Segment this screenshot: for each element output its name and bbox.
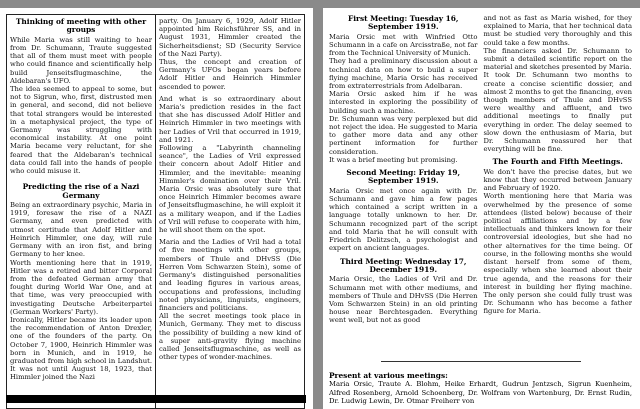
paragraph: party. On January 6, 1929, Adolf Hitler appointed him Reichsführer SS, and in August 1931, Himmler created the Sicherheitsdienst; SD (Security Service of the Nazi Party). (159, 17, 301, 58)
left-page-columns (6, 14, 305, 409)
paragraph: We don't have the precise dates, but we know that they occurred between January and February of 1920. (483, 167, 632, 193)
paragraph: and not as fast as Maria wished, for they explained to Maria, that her technical data must be studied very thoroughly and this could take a few months. (483, 14, 632, 47)
paragraph: Maria and the Ladies of Vril had a total of five meetings with other groups, members of Thule and DHvSS (Die Herren Vom Schwarzen Stein), some of Germany's distinguished personalities and leading figures in various areas, occupations and professions, including noted physicians, linguists, engineers, financiers and politicians. (159, 238, 301, 312)
paragraph: The financiers asked Dr. Schumann to submit a detailed scientific report on the material and sketches presented by Maria. (483, 46, 632, 72)
left-column-2 (155, 14, 305, 409)
paragraph: Thus, the concept and creation of Germany's UFOs began years before Adolf Hitler and Heinrich Himmler ascended to power. (159, 58, 301, 91)
paragraph: Ironically, Hitler became its leader upon the recommendation of Anton Drexler, one of the founders of the party. On October 7, 1900, Heinrich Himmler was born in Munich, and in 1919, he graduated from high school in Landshut. It was not until August 18, 1923, that Himmler joined the Nazi (10, 315, 152, 382)
section-heading: Thinking of meeting with other groups (15, 17, 147, 35)
attendee-list: Maria Orsic, Traute A. Blohm, Heike Erhardt, Gudrun Jentzsch, Sigrun Kuenheim, Alfred Rosenberg, Arnold Schoenberg, Dr. Wolfram von Wartenburg, Dr. Ernst Rudin, Dr. Ludwig Lewin, Dr. Otmar Freiherr von (329, 380, 632, 405)
paragraph: All the secret meetings took place in Munich, Germany. They met to discuss the possibility of building a new kind of a super anti-gravity flying machine called Jenseitsflugmaschine, as well as other types of wonder-machines. (159, 312, 301, 362)
paragraph: Being an extraordinary psychic, Maria in 1919, foresaw the rise of a NAZI Germany, and even predicted with utmost certitude that Adolf Hitler and Heinrich Himmler, one day, will rule Germany with an iron fist, and bring Germany to her knee. (10, 201, 152, 259)
paragraph: Worth mentioning here that Maria was overwhelmed by the presence of some attendees (listed below) because of their political affiliations and by a few intellectuals and thinkers known for their controversial ideologies, but she had no other alternatives for the time being. Of course, in the following months she would distant herself from some of them, especially when she learned about their true agenda, and the reasons for their interest in building her flying machine. The only person she could fully trust was Dr. Schumann who has become a father figure for Maria. (483, 192, 632, 316)
right-page-columns (329, 14, 632, 325)
paragraph: It was a brief meeting but promising. (329, 155, 458, 164)
paragraph: Worth mentioning here that in 1919, Hitler was a retired and bitter Corporal from the defeated German army that fought during World War One, and at that time, was very preoccupied with investigating Deutsche Arbeiterpartei (German Workers' Party). (10, 258, 152, 316)
paragraph: Maria Orsic asked him if he was interested in exploring the possibility of building such a machine. (329, 90, 478, 115)
paragraph: Maria Orsic, the Ladies of Vril and Dr. Schumann met with other mediums, and members of Thule and DHvSS (Die Herren Vom Schwarzen Stein) in an old printing house near Berchtesgaden. Everything went well, but not as good (329, 275, 478, 325)
paragraph: Maria Orsic met once again with Dr. Schumann and gave him a few pages which contained a script written in a language totally unknown to her. Dr. Schumann recognized part of the script and told Maria that he will consult with Friedrich Delitzsch, a psychologist and expert on ancient languages. (329, 186, 478, 253)
present-at-meetings (329, 353, 632, 405)
left-page (0, 8, 313, 409)
left-column-1 (6, 14, 155, 409)
paragraph: While Maria was still waiting to hear from Dr. Schumann, Traute suggested that all of them must meet with people who could finance and scientifically help build Jenseitsflugmaschine, the Aldebaran's UFO. (10, 35, 152, 85)
paragraph: Dr. Schumann was very perplexed but did not reject the idea. He suggested to Maria to gather more data and any other pertinent information for further consideration. (329, 114, 478, 156)
section-heading: First Meeting: Tuesday 16, September 1919. (348, 14, 459, 32)
paragraph: Maria Orsic met with Winfried Otto Schumann in a cafe on Arcisstraße, not far from the Technical University of Munich. (329, 32, 478, 58)
section-heading: Predicting the rise of a Nazi Germany (22, 182, 140, 200)
separator-line (381, 361, 581, 362)
paragraph: The idea seemed to appeal to some, but not to Sigrun, who, first, distrusted men in general, and second, did not believe that total strangers would be interested in a metaphysical project, the type of Germany was struggling with economical instability. At one point Maria became very reluctant, for she feared that the Aldebaran's technical data could fall into the hands of people who could misuse it. (10, 85, 152, 176)
paragraph: It took Dr. Schumann two months to create a concise scientific dossier, and almost 2 months to get the financing, even though members of Thule and DHvSS were wealthy and affluent, and two additional meetings to finally put everything in order. The delay seemed to slow down the enthusiasm of Maria, but Dr. Schumann reassured her that everything will be fine. (483, 71, 632, 154)
paragraph: And what is so extraordinary about Maria's prediction resides in the fact that she has discussed Adolf Hitler and Heinrich Himmler in two meetings with her Ladies of Vril that occurred in 1919, and 1921. (159, 94, 301, 144)
paragraph: Following a "Labyrinth channeling seance", the Ladies of Vril expressed their concern about Adolf Hitler and Himmler, and the inevitable: meaning Himmler's domination over their Vril. Maria Orsic was absolutely sure that once Heinrich Himmler becomes aware of Jenseitsflugmaschine, he will exploit it as a military weapon, and if the Ladies of Vril will refuse to cooperate with him, he will shoot them on the spot. (159, 144, 301, 235)
right-column-1 (329, 14, 478, 325)
section-heading: Third Meeting: Wednesday 17, December 1919. (340, 256, 467, 274)
right-column-2 (484, 14, 633, 314)
section-heading: Second Meeting: Friday 19, September 1919. (346, 168, 461, 186)
paragraph: They had a preliminary discussion about a technical data on how to build a super flying machine, Maria Orsic has received from extraterrestrials from Adelbaran. (329, 57, 478, 91)
page-bottom-bar (6, 395, 306, 403)
section-heading: The Fourth and Fifth Meetings. (492, 157, 623, 167)
present-heading: Present at various meetings: (329, 370, 448, 380)
right-page (323, 8, 640, 409)
